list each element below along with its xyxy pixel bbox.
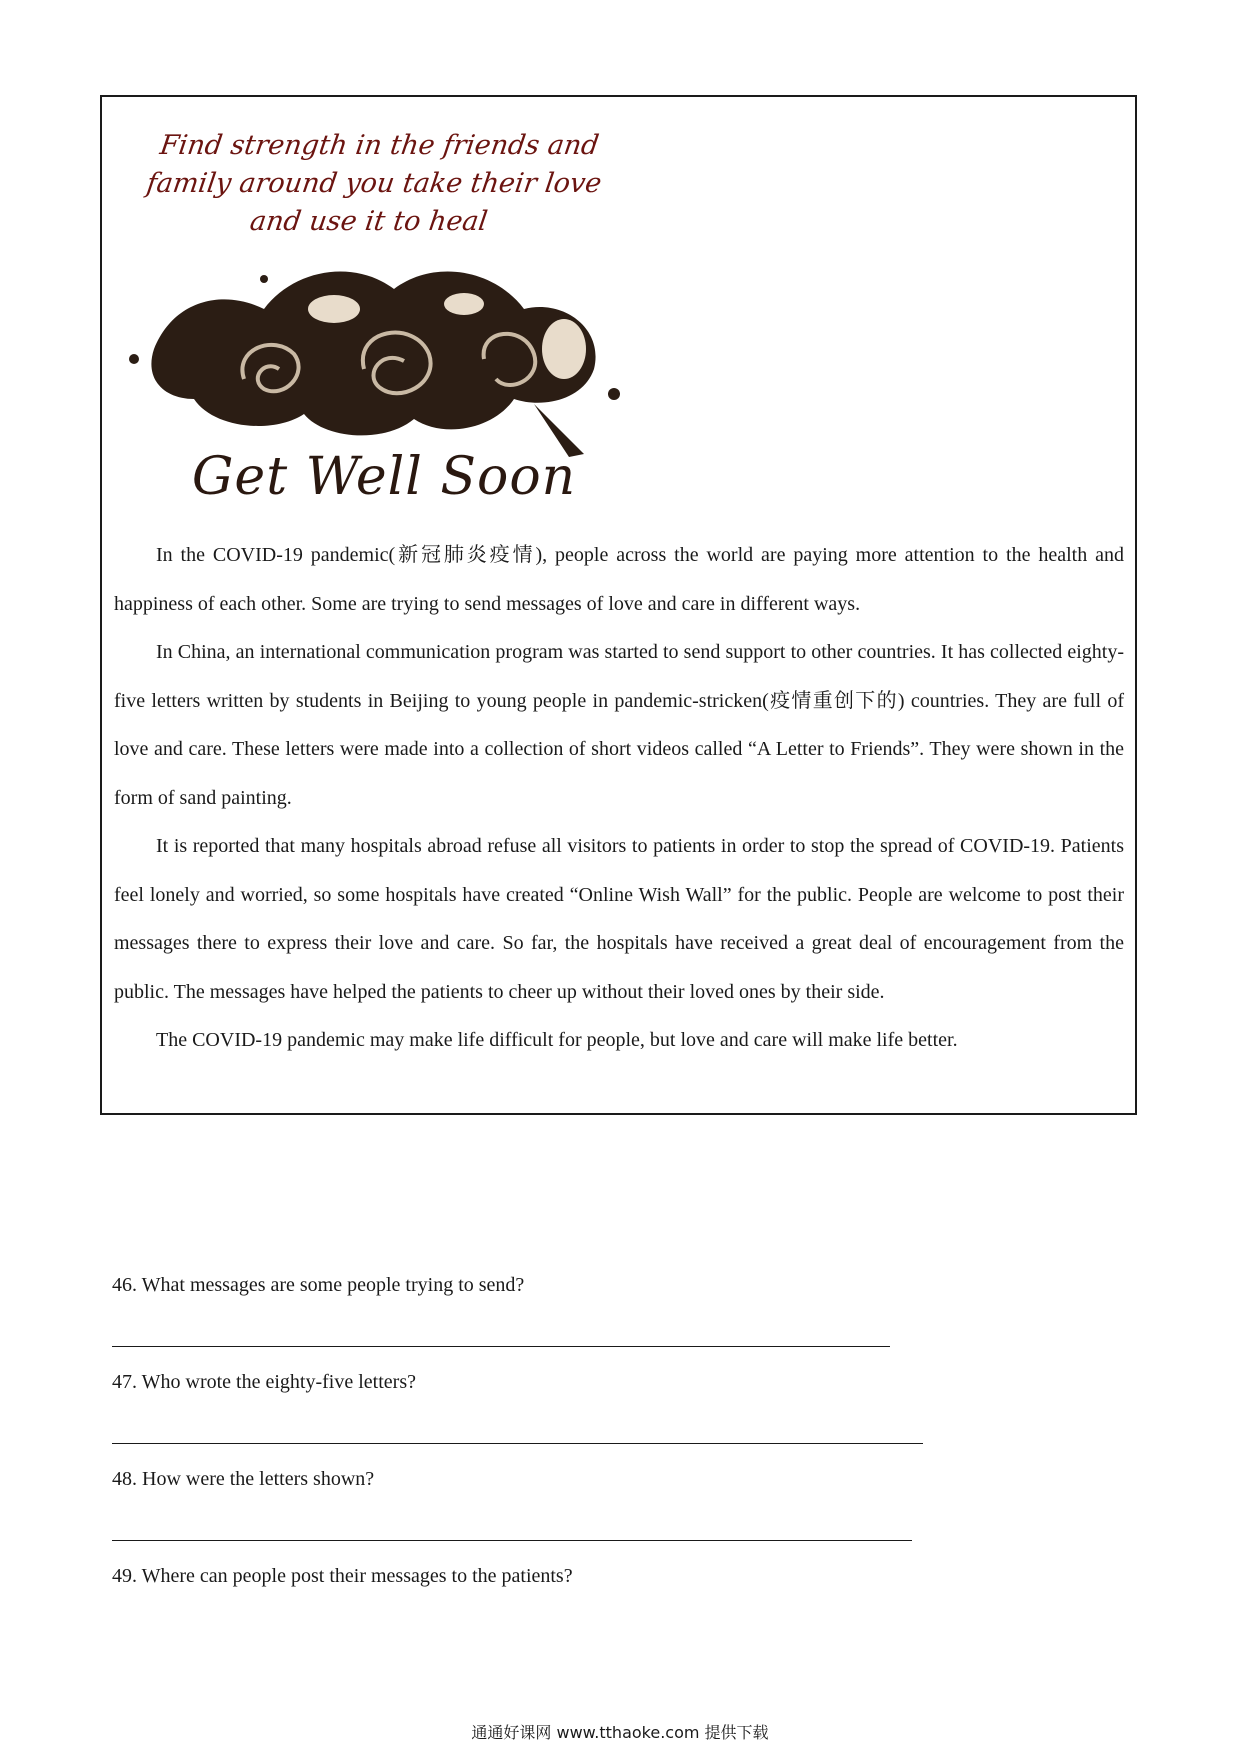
question-text: 49. Where can people post their messages to the patients? <box>112 1565 573 1587</box>
question-48 <box>112 1464 1112 1561</box>
passage-paragraph: In China, an international communication program was started to send support to other countries. It has collected eighty-five letters written by students in Beijing to young people in pandemic-stricken(疫情重创下的) countries. They are full of love and care. These letters were made into a collection of short videos called “A Letter to Friends”. They were shown in the form of sand painting. <box>114 641 1124 809</box>
card-quote: Find strength in the friends and family around you take their love and use it to heal <box>144 130 604 237</box>
question-text: 48. How were the letters shown? <box>112 1468 375 1490</box>
passage-paragraph: In the COVID-19 pandemic(新冠肺炎疫情), people across the world are paying more attention to the health and happiness of each other. Some are trying to send messages of love and care in different ways. <box>114 544 1124 615</box>
reading-passage-box <box>100 95 1137 1115</box>
question-text: 46. What messages are some people trying to send? <box>112 1274 525 1296</box>
question-47 <box>112 1367 1112 1464</box>
get-well-soon-card-image <box>114 109 634 517</box>
question-49 <box>112 1561 1112 1658</box>
passage-text <box>114 531 1124 1065</box>
passage-paragraph: It is reported that many hospitals abroad refuse all visitors to patients in order to stop the spread of COVID-19. Patients feel lonely and worried, so some hospitals have created “Online Wish Wall” for the public. People are welcome to post their messages there to express their love and care. So far, the hospitals have received a great deal of encouragement from the public. The messages have helped the patients to cheer up without their loved ones by their side. <box>114 835 1124 1003</box>
card-caption: Get Well Soon <box>191 447 577 507</box>
page-footer: 通通好课网 www.tthaoke.com 提供下载 <box>471 1723 769 1742</box>
answer-line-47[interactable] <box>112 1443 923 1444</box>
question-text: 47. Who wrote the eighty-five letters? <box>112 1371 416 1393</box>
question-46 <box>112 1270 1112 1367</box>
passage-paragraph: The COVID-19 pandemic may make life difficult for people, but love and care will make life better. <box>156 1029 958 1051</box>
answer-line-48[interactable] <box>112 1540 912 1541</box>
roses-illustration <box>114 229 634 459</box>
question-list <box>112 1270 1112 1658</box>
answer-line-46[interactable] <box>112 1346 890 1347</box>
